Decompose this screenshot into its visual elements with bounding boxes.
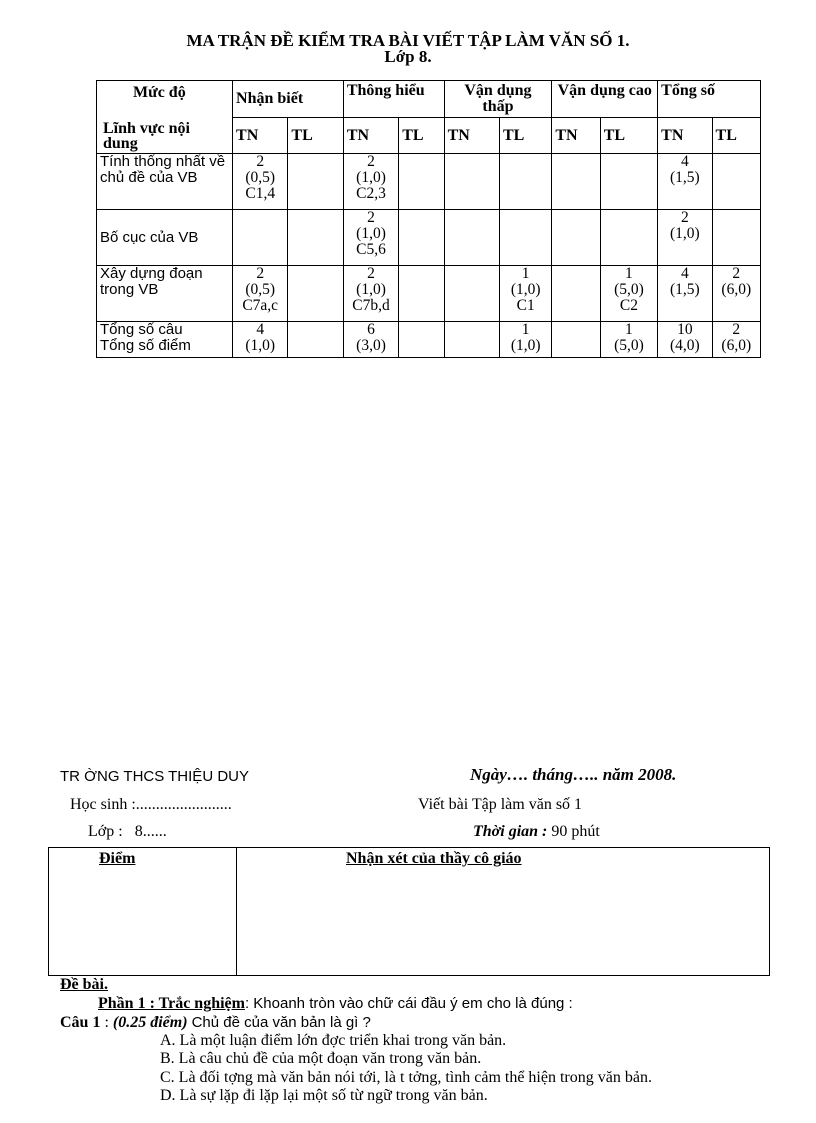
content-axis-label: Lĩnh vực nội dung [103,120,190,152]
matrix-cell [712,154,760,210]
matrix-cell [399,266,444,322]
matrix-cell [288,154,343,210]
sub-header-tl: TL [288,117,343,154]
matrix-row [97,154,761,210]
matrix-row-label: Tính thống nhất về chủ đề của VB [97,154,233,210]
matrix-subtitle: Lớp 8. [384,47,432,66]
matrix-cell [288,266,343,322]
class-line [88,823,167,841]
matrix-cell: 2 (0,5) C7a,c [233,266,288,322]
matrix-cell [444,266,499,322]
matrix-cell: 4 (1,0) [233,322,288,358]
sub-header-tl: TL [712,117,760,154]
question-1-label: Câu 1 [60,1014,101,1031]
matrix-cell [444,210,499,266]
option-a[interactable]: A. Là một luận điểm lớn đợc triển khai trong văn bản. [160,1032,507,1049]
matrix-cell: 4 (1,5) [658,154,712,210]
level-header: Nhận biết [233,81,344,118]
matrix-cell: 10 (4,0) [658,322,712,358]
school-name: TR ỜNG THCS THIỆU DUY [60,768,249,785]
sub-header-tl: TL [399,117,444,154]
part1-instruction: : Khoanh tròn vào chữ cái đầu ý em cho là đúng : [244,995,573,1012]
level-header: Vận dụng thấp [444,81,552,118]
matrix-cell [552,154,600,210]
option-d[interactable]: D. Là sự lặp đi lặp lại một số từ ngữ trong văn bản. [160,1087,488,1104]
matrix-cell: 2 (1,0) C7b,d [343,266,398,322]
comment-label: Nhận xét của thầy cô giáo [346,850,522,867]
matrix-cell: 2 (1,0) [658,210,712,266]
matrix-row [97,210,761,266]
matrix-cell [399,210,444,266]
matrix-cell [712,210,760,266]
matrix-cell: 2 (1,0) C2,3 [343,154,398,210]
date-line: Ngày…. tháng….. năm 2008. [470,765,677,784]
level-header: Tổng số [658,81,761,118]
question-1-points: (0.25 điểm) [112,1014,188,1031]
matrix-cell: 6 (3,0) [343,322,398,358]
matrix-cell [233,210,288,266]
class-value: 8...... [134,823,167,840]
assignment-title: Viết bài Tập làm văn số 1 [418,796,583,813]
matrix-cell: 1 (5,0) [600,322,657,358]
matrix-cell: 4 (1,5) [658,266,712,322]
time-value: 90 phút [547,823,600,840]
matrix-cell [552,266,600,322]
question-1-text: Chủ đề của văn bản là gì ? [191,1014,371,1031]
sub-header-tn: TN [343,117,398,154]
score-comment-box [48,847,770,976]
matrix-cell [499,210,551,266]
student-line [70,796,232,814]
matrix-cell: 2 (6,0) [712,266,760,322]
matrix-cell: 2 (0,5) C1,4 [233,154,288,210]
sub-header-tn: TN [658,117,712,154]
matrix-row-label: Xây dựng đoạn trong VB [97,266,233,322]
matrix-row [97,322,761,358]
matrix-cell [552,322,600,358]
matrix-cell: 2 (1,0) C5,6 [343,210,398,266]
sub-header-tl: TL [499,117,551,154]
sub-header-tn: TN [233,117,288,154]
level-axis-label: Mức độ [133,84,186,101]
matrix-cell [499,154,551,210]
class-label: Lớp : [88,823,123,840]
level-header: Thông hiểu [343,81,444,118]
matrix-body [97,154,761,358]
matrix-cell [288,322,343,358]
matrix-cell [444,154,499,210]
part1-label: Phần 1 : Trắc nghiệm [98,995,245,1012]
exam-heading: Đề bài. [60,976,108,993]
matrix-cell [552,210,600,266]
matrix-corner-cell [97,81,233,154]
score-label: Điểm [99,850,136,867]
matrix-cell [288,210,343,266]
matrix-cell [399,322,444,358]
sub-header-tl: TL [600,117,657,154]
option-b[interactable]: B. Là câu chủ đề của một đoạn văn trong văn bản. [160,1050,482,1067]
matrix-cell [444,322,499,358]
sub-header-tn: TN [444,117,499,154]
student-label: Học sinh : [70,796,136,813]
time-label: Thời gian : [473,823,548,840]
sub-header-tn: TN [552,117,600,154]
box-divider [236,848,237,975]
part1-line [98,995,573,1013]
matrix-row [97,266,761,322]
matrix-cell: 1 (5,0) C2 [600,266,657,322]
level-header: Vận dụng cao [552,81,658,118]
question-1: Câu 1 : (0.25 điểm) Chủ đề của văn bản là gì ? [60,1014,371,1031]
matrix-cell: 1 (1,0) C1 [499,266,551,322]
student-name-field[interactable]: ........................ [135,796,232,813]
matrix-cell: 2 (6,0) [712,322,760,358]
matrix-cell: 1 (1,0) [499,322,551,358]
matrix-row-label: Tổng số câu Tổng số điểm [97,322,233,358]
assessment-matrix-table [96,80,761,358]
matrix-cell [600,154,657,210]
time-line [473,823,600,841]
matrix-row-label: Bố cục của VB [97,210,233,266]
option-c[interactable]: C. Là đối tợng mà văn bản nói tới, là t tởng, tình cảm thể hiện trong văn bản. [160,1069,652,1086]
matrix-cell [600,210,657,266]
matrix-title: MA TRẬN ĐỀ KIỂM TRA BÀI VIẾT TẬP LÀM VĂN SỐ 1. [186,31,630,50]
matrix-cell [399,154,444,210]
